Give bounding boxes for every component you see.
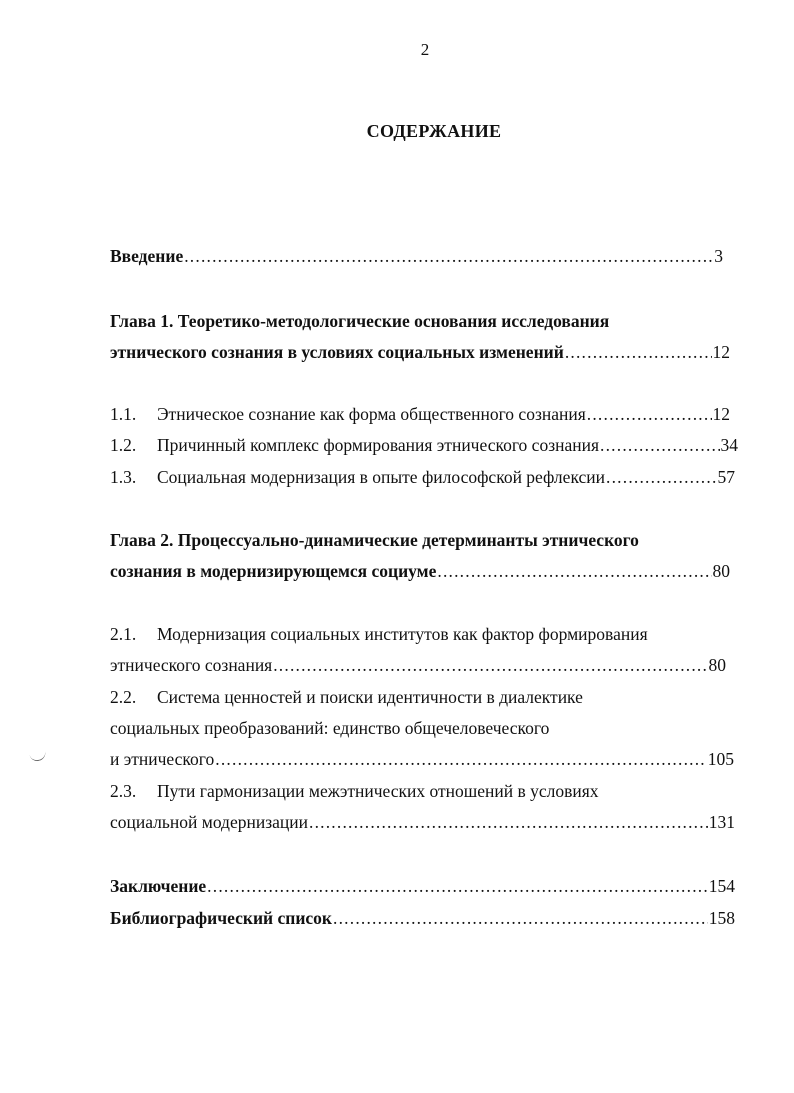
section-number: 1.2.: [110, 435, 137, 455]
dot-leader: [184, 244, 713, 268]
page-title: СОДЕРЖАНИЕ: [366, 121, 502, 141]
dot-leader: [437, 559, 711, 583]
toc-entry-2-2-line1[interactable]: [110, 685, 583, 709]
toc-entry-2-1[interactable]: [110, 653, 726, 677]
toc-chapter2-title-line2: сознания в модернизирующемся социуме: [110, 561, 437, 581]
toc-chapter1-title-line2: этнического сознания в условиях социальных изменений: [110, 342, 564, 362]
toc-entry-conclusion[interactable]: [110, 874, 735, 898]
dot-leader: [333, 906, 708, 930]
dot-leader: [273, 653, 707, 677]
section-title-continued: социальной модернизации: [110, 812, 308, 832]
toc-entry-page: 80: [708, 655, 726, 675]
toc-chapter2-title-line1[interactable]: Глава 2. Процессуально-динамические детерминанты этнического: [110, 530, 639, 550]
toc-entry-chapter1[interactable]: [110, 340, 730, 364]
toc-entry-intro[interactable]: [110, 244, 723, 268]
toc-entry-page: 12: [712, 342, 730, 362]
toc-chapter1-title-line1[interactable]: Глава 1. Теоретико-методологические основания исследования: [110, 311, 610, 331]
toc-entry-1-1[interactable]: [110, 402, 730, 426]
section-title: Причинный комплекс формирования этнического сознания: [157, 435, 600, 455]
dot-leader: [565, 340, 712, 364]
toc-entry-2-3[interactable]: [110, 810, 735, 834]
dot-leader: [215, 747, 706, 771]
toc-entry-label: Заключение: [110, 876, 207, 896]
section-title-continued: и этнического: [110, 749, 215, 769]
toc-entry-page: 57: [717, 467, 735, 487]
toc-entry-page: 131: [708, 812, 735, 832]
toc-entry-page: 80: [712, 561, 730, 581]
dot-leader: [309, 810, 708, 834]
toc-entry-2-2-line2: социальных преобразований: единство общечеловеческого: [110, 718, 550, 738]
section-number: 1.1.: [110, 404, 137, 424]
section-title: Этническое сознание как форма общественного сознания: [157, 404, 586, 424]
scan-mark: [29, 750, 47, 762]
toc-entry-page: 105: [707, 749, 734, 769]
section-number: 1.3.: [110, 467, 137, 487]
section-title: Социальная модернизация в опыте философской рефлексии: [157, 467, 606, 487]
toc-entry-2-1-line1[interactable]: [110, 622, 648, 646]
toc-entry-label: [110, 402, 586, 426]
toc-entry-label: [110, 433, 599, 457]
section-title-continued: этнического сознания: [110, 655, 273, 675]
section-title: Система ценностей и поиски идентичности в диалектике: [157, 687, 583, 707]
dot-leader: [587, 402, 712, 426]
section-title: Модернизация социальных институтов как фактор формирования: [157, 624, 648, 644]
toc-entry-2-2[interactable]: [110, 747, 734, 771]
toc-entry-label: [110, 465, 605, 489]
section-number: 2.2.: [110, 687, 137, 707]
toc-entry-page: 3: [714, 246, 723, 266]
toc-entry-bibliography[interactable]: [110, 906, 735, 930]
toc-entry-page: 154: [708, 876, 735, 896]
toc-entry-page: 158: [708, 908, 735, 928]
toc-entry-label: Библиографический список: [110, 908, 333, 928]
dot-leader: [606, 465, 716, 489]
toc-entry-page: 12: [712, 404, 730, 424]
section-number: 2.3.: [110, 781, 137, 801]
toc-entry-page: 34: [720, 435, 738, 455]
section-number: 2.1.: [110, 624, 137, 644]
section-title: Пути гармонизации межэтнических отношений в условиях: [157, 781, 599, 801]
toc-entry-1-3[interactable]: [110, 465, 735, 489]
toc-entry-1-2[interactable]: [110, 433, 738, 457]
toc-entry-2-3-line1[interactable]: [110, 779, 599, 803]
toc-entry-chapter2[interactable]: [110, 559, 730, 583]
dot-leader: [207, 874, 708, 898]
page-number: 2: [420, 40, 430, 59]
toc-entry-label: Введение: [110, 246, 184, 266]
dot-leader: [600, 433, 719, 457]
